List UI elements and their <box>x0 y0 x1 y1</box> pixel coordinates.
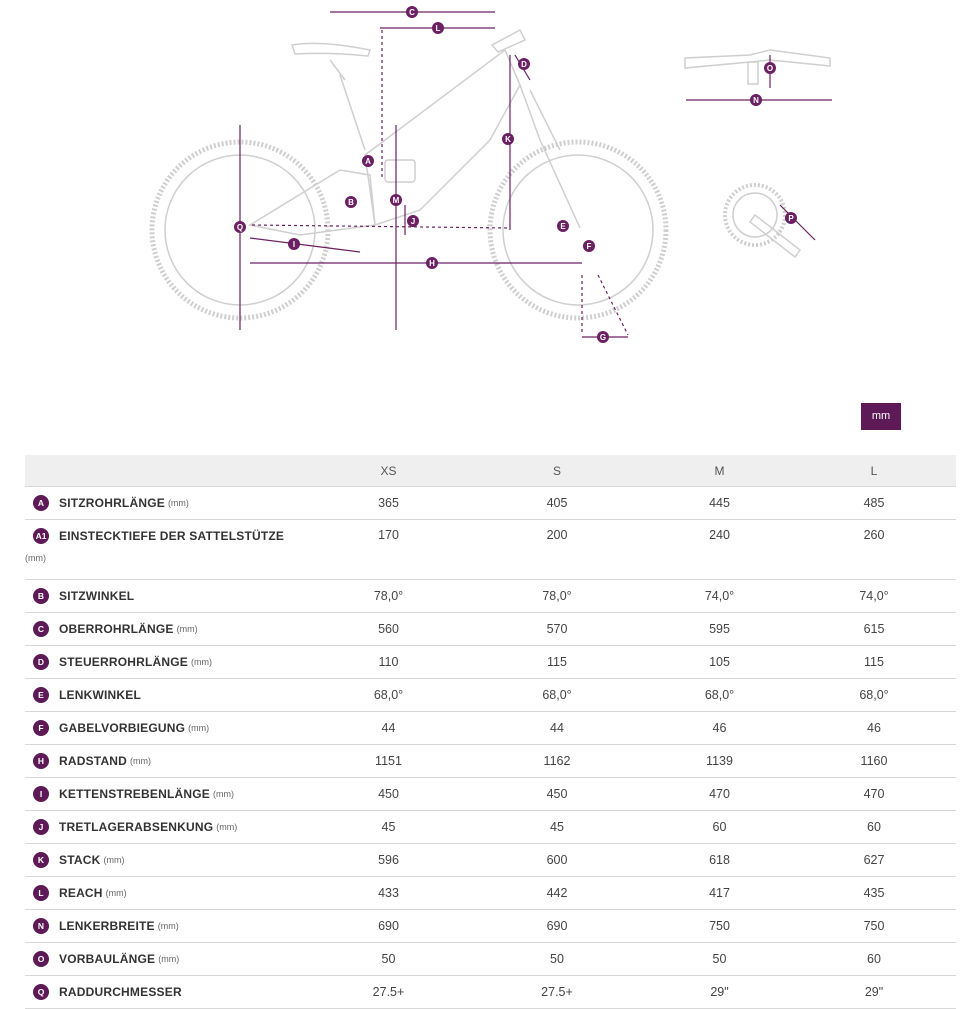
row-unit: (mm) <box>188 723 210 733</box>
table-row <box>25 778 956 811</box>
table-cell: 50 <box>467 943 647 976</box>
row-name: SITZWINKEL <box>59 589 135 603</box>
table-cell: 170 <box>310 520 467 580</box>
row-badge: Q <box>33 984 49 1000</box>
table-cell: 78,0° <box>467 580 647 613</box>
row-name: RADSTAND <box>59 754 128 768</box>
table-row <box>25 811 956 844</box>
row-unit: (mm) <box>167 498 189 508</box>
table-cell: 240 <box>647 520 792 580</box>
row-label <box>25 646 310 679</box>
header-size-s: S <box>467 455 647 487</box>
table-cell: 46 <box>792 712 956 745</box>
table-row <box>25 487 956 520</box>
table-cell: 615 <box>792 613 956 646</box>
table-row <box>25 877 956 910</box>
table-cell: 29" <box>792 976 956 1009</box>
diagram-label-i <box>288 238 300 250</box>
svg-text:Q: Q <box>236 223 244 232</box>
table-cell: 750 <box>647 910 792 943</box>
row-label <box>25 520 310 580</box>
row-unit: (mm) <box>216 822 238 832</box>
table-cell: 105 <box>647 646 792 679</box>
diagram-label-l <box>432 22 444 34</box>
row-name: REACH <box>59 886 103 900</box>
table-cell: 433 <box>310 877 467 910</box>
row-name: LENKWINKEL <box>59 688 141 702</box>
header-empty <box>25 455 310 487</box>
svg-text:F: F <box>586 242 592 251</box>
svg-text:L: L <box>435 24 441 33</box>
table-cell: 60 <box>647 811 792 844</box>
row-name: STEUERROHRLÄNGE <box>59 655 189 669</box>
row-label <box>25 943 310 976</box>
table-cell: 570 <box>467 613 647 646</box>
row-badge: D <box>33 654 49 670</box>
table-cell: 68,0° <box>310 679 467 712</box>
row-label <box>25 910 310 943</box>
diagram-label-e <box>557 220 569 232</box>
header-size-xs: XS <box>310 455 467 487</box>
row-label <box>25 712 310 745</box>
table-cell: 78,0° <box>310 580 467 613</box>
row-name: GABELVORBIEGUNG <box>59 721 186 735</box>
table-cell: 690 <box>467 910 647 943</box>
table-cell: 44 <box>310 712 467 745</box>
diagram-label-c <box>406 6 418 18</box>
row-unit: (mm) <box>130 756 152 766</box>
table-cell: 750 <box>792 910 956 943</box>
table-row <box>25 613 956 646</box>
table-cell: 596 <box>310 844 467 877</box>
table-cell: 618 <box>647 844 792 877</box>
row-unit: (mm) <box>212 789 234 799</box>
svg-text:J: J <box>410 217 416 226</box>
row-badge: N <box>33 918 49 934</box>
table-cell: 46 <box>647 712 792 745</box>
row-badge: I <box>33 786 49 802</box>
row-badge: F <box>33 720 49 736</box>
svg-text:G: G <box>599 333 607 342</box>
row-label <box>25 778 310 811</box>
row-unit: (mm) <box>103 855 125 865</box>
row-badge: K <box>33 852 49 868</box>
diagram-label-o <box>764 62 776 74</box>
table-cell: 450 <box>310 778 467 811</box>
table-cell: 74,0° <box>647 580 792 613</box>
header-size-m: M <box>647 455 792 487</box>
table-row <box>25 646 956 679</box>
row-unit: (mm) <box>158 954 180 964</box>
row-label <box>25 613 310 646</box>
table-row <box>25 910 956 943</box>
table-cell: 45 <box>310 811 467 844</box>
svg-text:P: P <box>788 214 794 223</box>
diagram-label-f <box>583 240 595 252</box>
svg-text:A: A <box>365 157 371 166</box>
table-cell: 74,0° <box>792 580 956 613</box>
table-cell: 200 <box>467 520 647 580</box>
table-row <box>25 976 956 1009</box>
table-cell: 1160 <box>792 745 956 778</box>
svg-text:O: O <box>766 64 774 73</box>
row-label <box>25 487 310 520</box>
table-cell: 595 <box>647 613 792 646</box>
table-row <box>25 943 956 976</box>
table-header-row <box>25 455 956 487</box>
svg-text:D: D <box>521 60 527 69</box>
row-label <box>25 877 310 910</box>
svg-text:H: H <box>429 259 435 268</box>
table-cell: 485 <box>792 487 956 520</box>
row-name: VORBAULÄNGE <box>59 952 156 966</box>
row-unit: (mm) <box>25 553 46 563</box>
table-cell: 627 <box>792 844 956 877</box>
table-cell: 68,0° <box>647 679 792 712</box>
table-cell: 405 <box>467 487 647 520</box>
row-label <box>25 679 310 712</box>
table-cell: 470 <box>647 778 792 811</box>
svg-text:M: M <box>392 196 400 205</box>
diagram-label-q <box>234 221 246 233</box>
row-label <box>25 844 310 877</box>
diagram-label-j <box>407 215 419 227</box>
table-cell: 50 <box>310 943 467 976</box>
table-row <box>25 580 956 613</box>
row-badge: J <box>33 819 49 835</box>
svg-text:E: E <box>560 222 566 231</box>
row-badge: A <box>33 495 49 511</box>
row-name: SITZROHRLÄNGE <box>59 496 165 510</box>
table-cell: 690 <box>310 910 467 943</box>
diagram-label-b <box>345 196 357 208</box>
row-unit: (mm) <box>105 888 127 898</box>
svg-text:N: N <box>753 96 759 105</box>
row-badge: B <box>33 588 49 604</box>
row-name: LENKERBREITE <box>59 919 155 933</box>
row-badge: A1 <box>33 528 49 544</box>
table-row <box>25 712 956 745</box>
header-size-l: L <box>792 455 956 487</box>
table-cell: 115 <box>792 646 956 679</box>
row-name: OBERROHRLÄNGE <box>59 622 174 636</box>
table-cell: 68,0° <box>467 679 647 712</box>
table-cell: 560 <box>310 613 467 646</box>
table-cell: 435 <box>792 877 956 910</box>
diagram-label-d <box>518 58 530 70</box>
table-cell: 365 <box>310 487 467 520</box>
table-cell: 1139 <box>647 745 792 778</box>
diagram-label-p <box>785 212 797 224</box>
table-cell: 44 <box>467 712 647 745</box>
table-cell: 445 <box>647 487 792 520</box>
row-badge: H <box>33 753 49 769</box>
svg-text:K: K <box>505 135 511 144</box>
table-cell: 27.5+ <box>467 976 647 1009</box>
row-badge: O <box>33 951 49 967</box>
row-name: KETTENSTREBENLÄNGE <box>59 787 210 801</box>
diagram-label-g <box>597 331 609 343</box>
table-cell: 442 <box>467 877 647 910</box>
row-name: STACK <box>59 853 101 867</box>
table-cell: 470 <box>792 778 956 811</box>
table-row <box>25 745 956 778</box>
table-cell: 50 <box>647 943 792 976</box>
diagram-label-n <box>750 94 762 106</box>
table-cell: 27.5+ <box>310 976 467 1009</box>
row-label <box>25 811 310 844</box>
unit-toggle-button[interactable]: mm <box>861 403 901 430</box>
svg-text:C: C <box>409 8 415 17</box>
table-cell: 29" <box>647 976 792 1009</box>
row-label <box>25 580 310 613</box>
table-row <box>25 679 956 712</box>
diagram-label-m <box>390 194 402 206</box>
table-cell: 450 <box>467 778 647 811</box>
table-row <box>25 844 956 877</box>
row-name: RADDURCHMESSER <box>59 985 182 999</box>
table-cell: 260 <box>792 520 956 580</box>
table-cell: 60 <box>792 811 956 844</box>
row-badge: E <box>33 687 49 703</box>
table-cell: 115 <box>467 646 647 679</box>
table-cell: 600 <box>467 844 647 877</box>
table-cell: 417 <box>647 877 792 910</box>
row-label <box>25 745 310 778</box>
svg-text:B: B <box>348 198 354 207</box>
table-row <box>25 520 956 580</box>
row-unit: (mm) <box>176 624 198 634</box>
row-name: TRETLAGERABSENKUNG <box>59 820 214 834</box>
geometry-table <box>25 455 956 1009</box>
bike-geometry-diagram <box>0 0 980 400</box>
diagram-label-a <box>362 155 374 167</box>
row-label <box>25 976 310 1009</box>
row-unit: (mm) <box>157 921 179 931</box>
row-badge: L <box>33 885 49 901</box>
table-cell: 68,0° <box>792 679 956 712</box>
table-cell: 110 <box>310 646 467 679</box>
diagram-label-k <box>502 133 514 145</box>
row-name: EINSTECKTIEFE DER SATTELSTÜTZE <box>59 529 285 543</box>
table-cell: 1162 <box>467 745 647 778</box>
diagram-label-h <box>426 257 438 269</box>
row-unit: (mm) <box>191 657 213 667</box>
table-cell: 1151 <box>310 745 467 778</box>
row-badge: C <box>33 621 49 637</box>
svg-text:I: I <box>292 240 296 249</box>
table-cell: 45 <box>467 811 647 844</box>
table-cell: 60 <box>792 943 956 976</box>
